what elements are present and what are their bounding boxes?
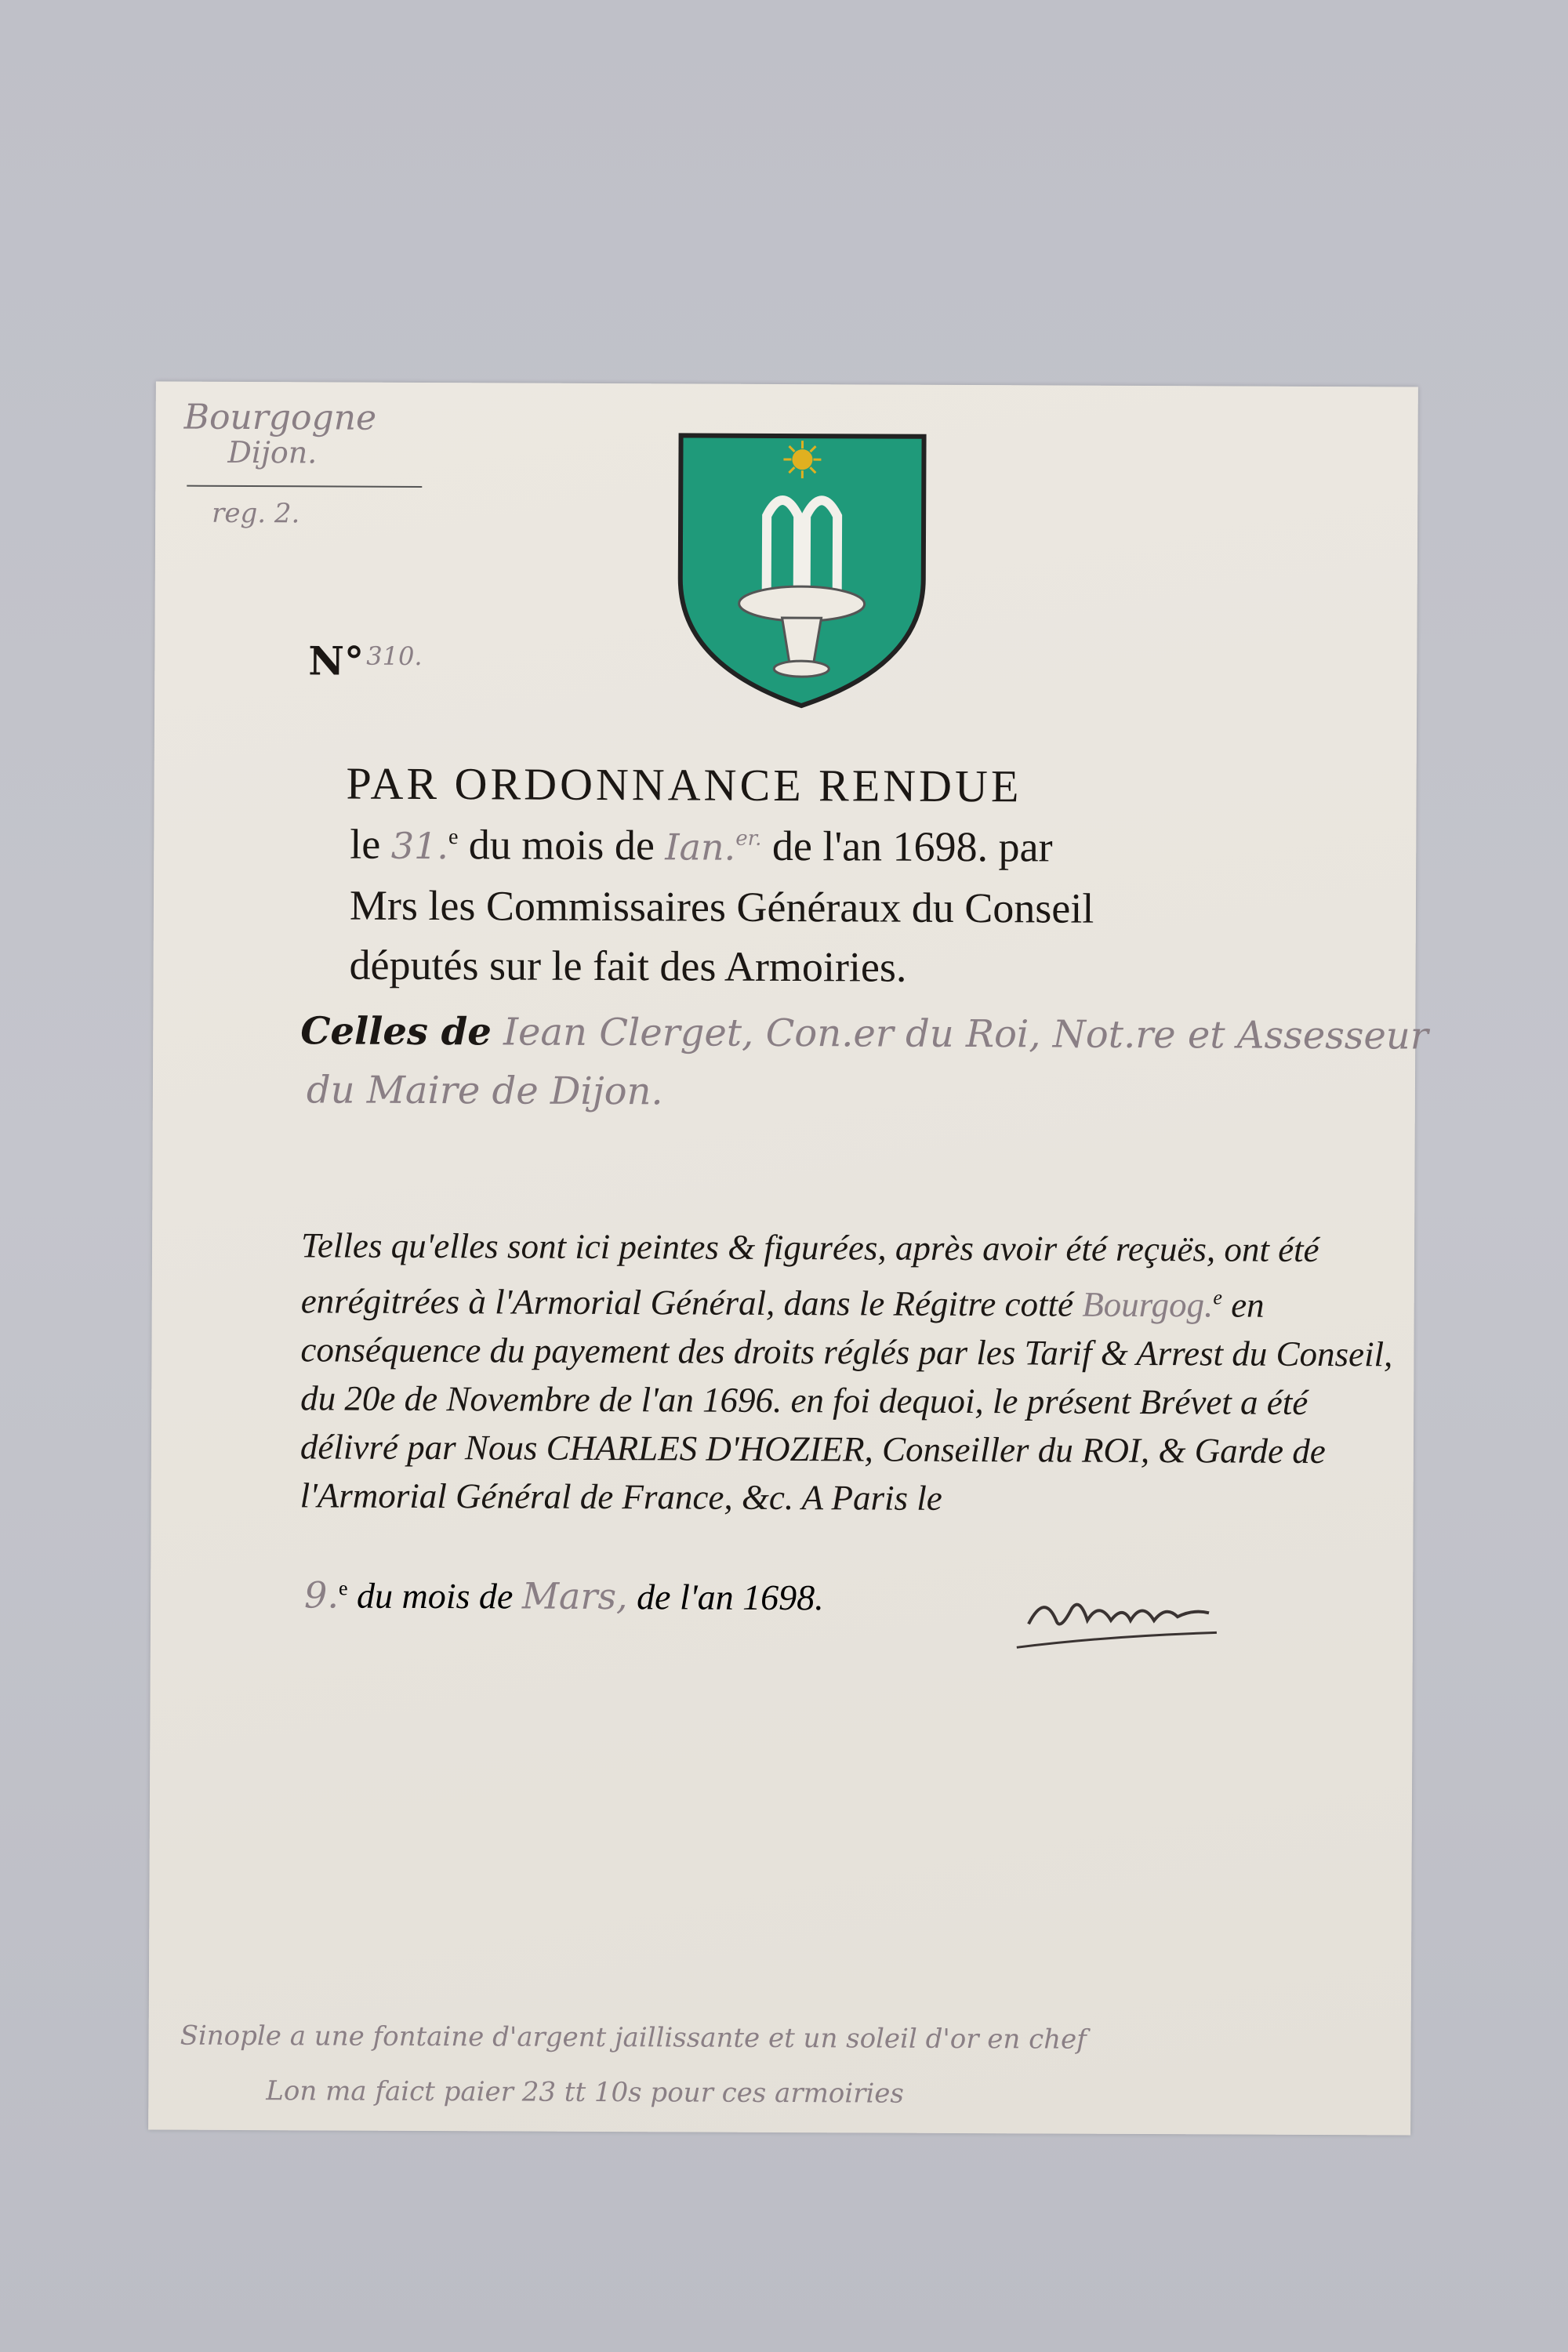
issue-day: 9. [304, 1573, 339, 1617]
coat-of-arms-icon [672, 429, 940, 712]
document-title: PAR ORDONNANCE RENDUE [346, 757, 1022, 812]
owner-line [300, 1009, 1428, 1058]
issue-year: de l'an 1698. [637, 1577, 824, 1618]
deputies-line: députés sur le fait des Armoiries. [349, 941, 907, 991]
corner-register: reg. 2. [212, 497, 300, 530]
number-label: N° [308, 637, 365, 684]
number-value: 310. [366, 641, 423, 671]
ordinance-day: 31. [390, 824, 449, 868]
fee-note: Lon ma faict paier 23 tt 10s pour ces armoiries [266, 2075, 904, 2110]
document-sheet [148, 381, 1428, 2135]
ordinance-day-sup: e [448, 825, 459, 850]
signature-icon [1013, 1577, 1248, 1664]
ordinance-date-line [350, 820, 1053, 872]
corner-province: Bourgogne [183, 397, 377, 438]
issue-day-sup: e [338, 1577, 348, 1600]
text-year: de l'an 1698. par [771, 822, 1053, 871]
corner-rule [187, 485, 422, 488]
issue-mid: du mois de [356, 1575, 514, 1617]
register-handwritten: Bourgog. [1082, 1284, 1214, 1325]
ordinance-month: Ian. [665, 826, 736, 869]
owner-name-line2: du Maire de Dijon. [306, 1068, 663, 1114]
blazon-note: Sinople a une fontaine d'argent jaillissante et un soleil d'or en chef [180, 2020, 1087, 2056]
corner-city: Dijon. [227, 434, 318, 470]
paragraph-part2: en conséquence du payement des droits réglés par les Tarif & Arrest du Conseil, du 20e de Novembre de l'an 1696. en foi dequoi, le présent Brévet a été délivré par Nous CHARLES D'HOZIER, Conseiller du ROI, & Garde de l'Armorial Général de France, &c. A Paris le [299, 1285, 1393, 1518]
issue-month: Mars, [521, 1574, 628, 1618]
owner-lead: Celles de [300, 1009, 492, 1054]
issue-date-line [304, 1573, 824, 1618]
text-du-mois: du mois de [468, 821, 655, 869]
commissioners-line: Mrs les Commissaires Généraux du Conseil [349, 881, 1094, 932]
registration-paragraph [300, 1221, 1399, 1524]
ordinance-month-sup: er. [735, 826, 762, 851]
register-sup: e [1213, 1286, 1223, 1309]
owner-name: Iean Clerget, Con.er du Roi, Not.re et Assesseur [503, 1010, 1428, 1058]
paragraph-part1: Telles qu'elles sont ici peintes & figurées, après avoir été reçuës, ont été enrégitrées à l'Armorial Général, dans le Régitre cotté [300, 1225, 1319, 1324]
text-le: le [350, 820, 381, 868]
